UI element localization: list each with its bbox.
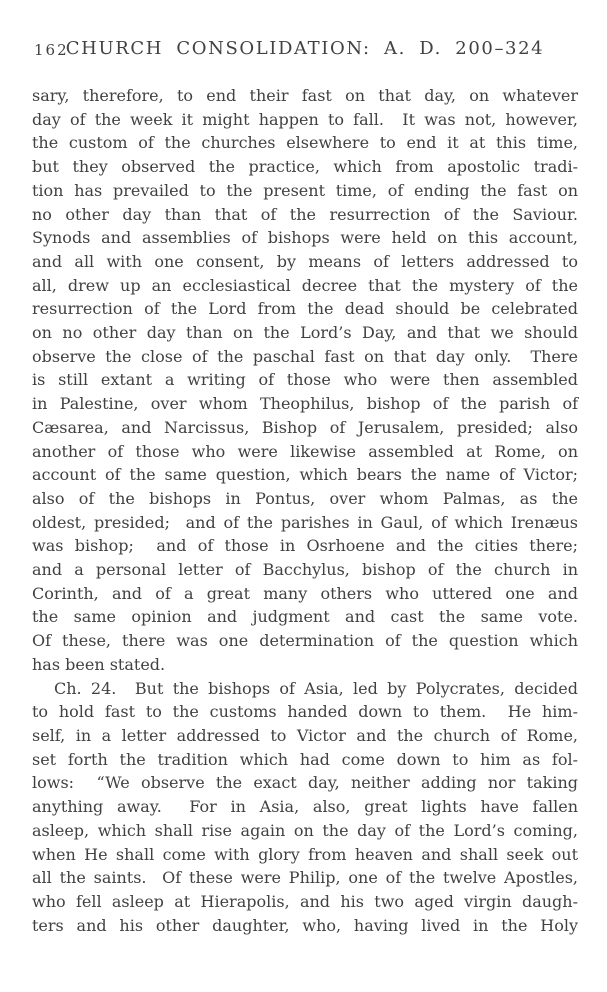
text-line: another of those who were likewise assembled at Rome, on <box>32 441 578 461</box>
text-line: set forth the tradition which had come down to him as fol- <box>32 749 578 769</box>
text-line: has been stated. <box>32 654 166 674</box>
text-line: oldest, presided; and of the parishes in Gaul, of which Irenæus <box>32 512 578 532</box>
text-line: Of these, there was one determination of the question which <box>32 631 578 651</box>
text-line: and a personal letter of Bacchylus, bishop of the church in <box>32 560 578 580</box>
text-line: when He shall come with glory from heaven and shall seek out <box>32 844 578 864</box>
text-line: account of the same question, which bears the name of Victor; <box>32 465 578 485</box>
text-line: Synods and assemblies of bishops were held on this account, <box>32 228 578 248</box>
text-line: ters and his other daughter, who, having lived in the Holy <box>32 915 578 935</box>
text-line: was bishop; and of those in Osrhoene and the cities there; <box>32 536 578 556</box>
text-line: day of the week it might happen to fall. It was not, however, <box>32 109 578 129</box>
text-line: is still extant a writing of those who were then assembled <box>32 370 578 390</box>
text-line: the same opinion and judgment and cast the same vote. <box>32 607 578 627</box>
text-line: Corinth, and of a great many others who uttered one and <box>32 583 578 603</box>
text-line: all the saints. Of these were Philip, one of the twelve Apostles, <box>32 868 578 888</box>
text-line: the custom of the churches elsewhere to end it at this time, <box>32 133 578 153</box>
text-line: anything away. For in Asia, also, great lights have fallen <box>32 797 578 817</box>
page-body <box>32 84 578 937</box>
text-line: on no other day than on the Lord’s Day, and that we should <box>32 323 578 343</box>
page-number: 162 <box>34 41 69 59</box>
text-line: to hold fast to the customs handed down to them. He him- <box>32 702 578 722</box>
text-line: also of the bishops in Pontus, over whom Palmas, as the <box>32 488 578 508</box>
text-line: tion has prevailed to the present time, of ending the fast on <box>32 180 578 200</box>
text-line: who fell asleep at Hierapolis, and his two aged virgin daugh- <box>32 891 578 911</box>
text-line: Ch. 24. But the bishops of Asia, led by Polycrates, decided <box>54 678 578 698</box>
running-title: CHURCH CONSOLIDATION: A. D. 200–324 <box>65 38 545 59</box>
page-header <box>32 38 578 62</box>
text-line: no other day than that of the resurrection of the Saviour. <box>32 204 578 224</box>
text-line: self, in a letter addressed to Victor and the church of Rome, <box>32 725 578 745</box>
text-line: but they observed the practice, which from apostolic tradi- <box>32 157 578 177</box>
text-line: sary, therefore, to end their fast on that day, on whatever <box>32 86 578 105</box>
text-line: asleep, which shall rise again on the day of the Lord’s coming, <box>32 820 578 840</box>
text-line: in Palestine, over whom Theophilus, bishop of the parish of <box>32 394 578 414</box>
text-line: and all with one consent, by means of letters addressed to <box>32 251 578 271</box>
text-line: resurrection of the Lord from the dead should be celebrated <box>32 299 578 319</box>
text-line: lows: “We observe the exact day, neither adding nor taking <box>32 773 578 793</box>
text-line: Cæsarea, and Narcissus, Bishop of Jerusalem, presided; also <box>32 417 578 437</box>
text-line: all, drew up an ecclesiastical decree that the mystery of the <box>32 275 578 295</box>
text-line: observe the close of the paschal fast on that day only. There <box>32 346 578 366</box>
